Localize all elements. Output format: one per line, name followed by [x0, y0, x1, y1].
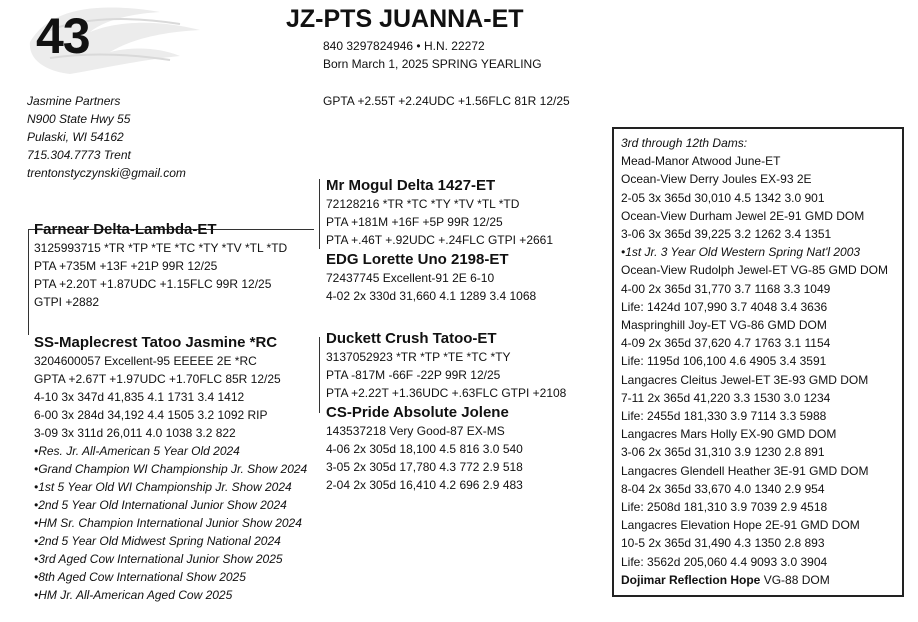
animal-name: JZ-PTS JUANNA-ET	[286, 5, 524, 33]
dam-dam-name: CS-Pride Absolute Jolene	[326, 404, 509, 421]
dam-dam-reg-line: 143537218 Very Good-87 EX-MS	[326, 424, 505, 438]
sire-name: Farnear Delta-Lambda-ET	[34, 221, 217, 238]
sire-sire-pta-type-line: PTA +.46T +.92UDC +.24FLC GTPI +2661	[326, 233, 554, 247]
dam-dam-record-line: 2-04 2x 305d 16,410 4.2 696 2.9 483	[326, 478, 523, 492]
dams-last-name: Dojimar Reflection Hope	[621, 572, 761, 587]
dam-award-item: •Grand Champion WI Championship Jr. Show 2024	[34, 462, 308, 476]
dams-line: Langacres Glendell Heather 3E-91 GMD DOM	[621, 463, 869, 478]
dams-line: Life: 2508d 181,310 3.9 7039 2.9 4518	[621, 500, 828, 515]
dam-sire-pta-type-line: PTA +2.22T +1.36UDC +.63FLC GTPI +2108	[326, 386, 567, 400]
sire-dam-record-line: 4-02 2x 330d 31,660 4.1 1289 3.4 1068	[326, 289, 537, 303]
animal-id-line: 840 3297824946 • H.N. 22272	[323, 39, 485, 53]
dams-line: 4-09 2x 365d 37,620 4.7 1763 3.1 1154	[621, 336, 831, 351]
dam-award-item: •HM Jr. All-American Aged Cow 2025	[34, 588, 233, 602]
dams-line: Mead-Manor Atwood June-ET	[621, 154, 781, 169]
sire-bracket-line	[28, 229, 29, 335]
dams-line: 2-05 3x 365d 30,010 4.5 1342 3.0 901	[621, 190, 825, 205]
dams-line: 3-06 2x 365d 31,310 3.9 1230 2.8 891	[621, 445, 825, 460]
dam-sire-bracket-line	[319, 337, 320, 413]
dams-line: 8-04 2x 365d 33,670 4.0 1340 2.9 954	[621, 481, 825, 496]
dam-award-item: •3rd Aged Cow International Junior Show 2025	[34, 552, 283, 566]
dam-award-item: •Res. Jr. All-American 5 Year Old 2024	[34, 444, 240, 458]
dams-line: 3-06 3x 365d 39,225 3.2 1262 3.4 1351	[621, 227, 832, 242]
dam-record-line: 6-00 3x 284d 34,192 4.4 1505 3.2 1092 RIP	[34, 408, 268, 422]
dams-line: 7-11 2x 365d 41,220 3.3 1530 3.0 1234	[621, 390, 831, 405]
dams-line: Maspringhill Joy-ET VG-86 GMD DOM	[621, 318, 827, 333]
consignor-address1: N900 State Hwy 55	[27, 112, 131, 126]
consignor-name: Jasmine Partners	[27, 94, 121, 108]
dams-heading: 3rd through 12th Dams:	[621, 136, 748, 150]
dams-award-line: •1st Jr. 3 Year Old Western Spring Nat'l 2003	[621, 245, 861, 260]
extended-dams-list	[621, 134, 888, 589]
dam-gpta-line: GPTA +2.67T +1.97UDC +1.70FLC 85R 12/25	[34, 372, 281, 386]
sire-block	[34, 220, 287, 311]
dams-line: Ocean-View Durham Jewel 2E-91 GMD DOM	[621, 208, 865, 223]
animal-born-line: Born March 1, 2025 SPRING YEARLING	[323, 57, 542, 71]
sire-pta-line: PTA +735M +13F +21P 99R 12/25	[34, 259, 218, 273]
dams-line: Langacres Mars Holly EX-90 GMD DOM	[621, 427, 837, 442]
dams-line: Life: 1195d 106,100 4.6 4905 3.4 3591	[621, 354, 827, 369]
dam-reg-line: 3204600057 Excellent-95 EEEEE 2E *RC	[34, 354, 257, 368]
dam-awards-list	[34, 442, 307, 604]
dams-line: Life: 1424d 107,990 3.7 4048 3.4 3636	[621, 299, 828, 314]
sire-gtpi-line: GTPI +2882	[34, 295, 100, 309]
dam-sire-block	[326, 329, 566, 402]
dams-line: Ocean-View Rudolph Jewel-ET VG-85 GMD DOM	[621, 263, 888, 278]
dams-line: Ocean-View Derry Joules EX-93 2E	[621, 172, 812, 187]
dam-record-line: 3-09 3x 311d 26,011 4.0 1038 3.2 822	[34, 426, 236, 440]
sire-reg-line: 3125993715 *TR *TP *TE *TC *TY *TV *TL *TD	[34, 241, 288, 255]
dam-award-item: •1st 5 Year Old WI Championship Jr. Show 2024	[34, 480, 292, 494]
dam-dam-record-line: 4-06 2x 305d 18,100 4.5 816 3.0 540	[326, 442, 523, 456]
dams-last-line	[621, 571, 888, 589]
lot-number: 43	[36, 8, 90, 64]
consignor-phone: 715.304.7773 Trent	[27, 148, 131, 162]
sire-pta-type-line: PTA +2.20T +1.87UDC +1.15FLC 99R 12/25	[34, 277, 272, 291]
dam-award-item: •2nd 5 Year Old International Junior Show 2024	[34, 498, 287, 512]
dams-line: Langacres Elevation Hope 2E-91 GMD DOM	[621, 518, 860, 533]
dam-award-item: •HM Sr. Champion International Junior Show 2024	[34, 516, 302, 530]
sire-sire-bracket-line	[319, 179, 320, 249]
sire-sire-block	[326, 176, 553, 249]
dams-line: 4-00 2x 365d 31,770 3.7 1168 3.3 1049	[621, 281, 831, 296]
dam-record-line: 4-10 3x 347d 41,835 4.1 1731 3.4 1412	[34, 390, 245, 404]
dam-dam-record-line: 3-05 2x 305d 17,780 4.3 772 2.9 518	[326, 460, 523, 474]
dams-line: Life: 2455d 181,330 3.9 7114 3.3 5988	[621, 409, 827, 424]
dam-dam-block	[326, 403, 523, 494]
dams-line: Langacres Cleitus Jewel-ET 3E-93 GMD DOM	[621, 372, 869, 387]
dam-sire-reg-line: 3137052923 *TR *TP *TE *TC *TY	[326, 350, 511, 364]
consignor-address2: Pulaski, WI 54162	[27, 130, 124, 144]
consignor-block	[27, 92, 186, 182]
sire-dam-reg-line: 72437745 Excellent-91 2E 6-10	[326, 271, 495, 285]
sire-dam-block	[326, 250, 536, 305]
dam-name: SS-Maplecrest Tatoo Jasmine *RC	[34, 334, 278, 351]
consignor-email: trentonstyczynski@gmail.com	[27, 166, 186, 180]
dam-sire-name: Duckett Crush Tatoo-ET	[326, 330, 497, 347]
dams-line: Life: 3562d 205,060 4.4 9093 3.0 3904	[621, 554, 828, 569]
sire-dam-name: EDG Lorette Uno 2198-ET	[326, 251, 509, 268]
dam-sire-pta-line: PTA -817M -66F -22P 99R 12/25	[326, 368, 501, 382]
animal-gpta-line: GPTA +2.55T +2.24UDC +1.56FLC 81R 12/25	[323, 94, 570, 108]
sire-sire-pta-line: PTA +181M +16F +5P 99R 12/25	[326, 215, 503, 229]
dams-last-class: VG-88 DOM	[760, 572, 830, 587]
dam-award-item: •2nd 5 Year Old Midwest Spring National 2024	[34, 534, 281, 548]
dams-line: 10-5 2x 365d 31,490 4.3 1350 2.8 893	[621, 536, 825, 551]
dam-award-item: •8th Aged Cow International Show 2025	[34, 570, 246, 584]
dam-block	[34, 333, 307, 604]
sire-sire-name: Mr Mogul Delta 1427-ET	[326, 177, 496, 194]
sire-sire-reg-line: 72128216 *TR *TC *TY *TV *TL *TD	[326, 197, 520, 211]
